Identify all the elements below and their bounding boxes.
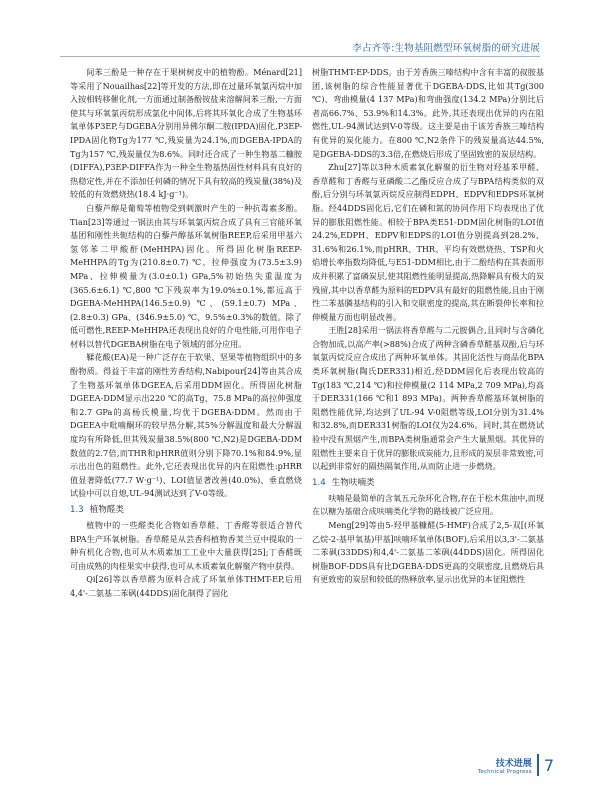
section-title: 生物呋喃类 bbox=[331, 477, 375, 488]
section-number: 1.4 bbox=[312, 477, 326, 488]
section-heading-1-3 bbox=[70, 503, 302, 518]
paragraph: 王胜[28]采用一锅法将香草醛与二元胺偶合,且同时与含磷化合物加成,以高产率(>88%)合成了两种含磷香草醛基双酚,后与环氧氯丙烷反应合成出了两种环氧单体。其固化活性与商品化BPA类环氧树脂(陶氏DER331)相近,经DDM固化后表现出较高的Tg(183 ℃,214 ℃)和拉伸模量(2 114 MPa,2 709 MPa),均高于DER331(166 ℃和1 893 MPa)。两种香草醛基环氧树脂的阻燃性能优异,均达到了UL-94 V-0阻燃等级,LOI分别为31.4%和32.8%,而DER331树脂的LOI仅为24.6%。同时,其在燃烧试验中没有黑烟产生,而BPA类树脂通常会产生大量黑烟。其优异的阻燃性主要来自于优异的膨胀成炭能力,且形成的炭层非常致密,可以起到非常好的隔热隔氧作用,从而防止进一步燃烧。 bbox=[312, 325, 544, 472]
right-column bbox=[312, 66, 544, 587]
paragraph: Qi[26]等以香草醛为原料合成了环氧单体THMT-EP,后用4,4'-二氨基二苯砜(44DDS)固化制得了固化 bbox=[70, 574, 302, 598]
page-number: 7 bbox=[543, 755, 554, 775]
running-header-title: 李占齐等:生物基阻燃型环氧树脂的研究进展 bbox=[352, 43, 540, 54]
paragraph: 植物中的一些醛类化合物如香草醛、丁香醛等很适合替代BPA生产环氧树脂。香草醛是从芸香科植物香荚兰豆中提取的一种有机化合物,也可从木质素加工工业中大量获得[25];丁香醛既可由成熟的肉桂果实中获得,也可从木质素氧化解聚产物中获得。 bbox=[70, 520, 302, 571]
paragraph: 鞣花酸(EA)是一种广泛存在于软果、坚果等植物组织中的多酚物质。得益于丰富的刚性芳香结构,Nabipour[24]等由其合成了生物基环氧单体DGEEA,后采用DDM固化。所得固化树脂DGEEA-DDM显示出220 ℃的高Tg、75.8 MPa的高拉伸强度和2.7 GPa的高杨氏模量,均优于DGEBA-DDM。然而由于DGEEA中吡喃酮环的较早热分解,其5%分解温度和最大分解温度均有所降低,但其残炭量38.5%(800 ℃,N2)是DGEBA-DDM数值的2.7倍,而THR和pHRR值则分别下降70.1%和84.9%,显示出出色的阻燃性。此外,它还表现出优异的内在阻燃性:pHRR值显著降低(77.7 W·g⁻¹)、LOI值显著改善(40.0%)、垂直燃烧试验中可以自熄,UL-94测试达到了V-0等级。 bbox=[70, 352, 302, 499]
paragraph: 白藜芦醇是葡萄等植物受到刺激时产生的一种抗毒素多酚。Tian[23]等通过一锅法由其与环氧氯丙烷合成了具有三官能环氧基团和刚性共轭结构的白藜芦醇基环氧树脂REEP,后采用甲基六氢邻苯二甲酸酐(MeHHPA)固化。所得固化树脂REEP-MeHHPA的Tg为(210.8±0.7) ℃、拉伸强度为(73.5±3.9) MPa、拉伸模量为(3.0±0.1) GPa,5%初始热失重温度为(365.6±6.1) ℃,800 ℃下残炭率为19.0%±0.1%,都远高于DGEBA-MeHHPA(146.5±0.9) ℃、(59.1±0.7) MPa、(2.8±0.3) GPa、(346.9±5.0) ℃、9.5%±0.3%的数值。除了低可燃性,REEP-MeHHPA还表现出良好的介电性能,可用作电子材料以替代DGEBA树脂在电子领域的部分应用。 bbox=[70, 202, 302, 349]
paragraph: Zhu[27]等以3种木质素氧化解聚的衍生物对羟基苯甲醛、香草醛和丁香醛与亚磷酸二乙酯反应合成了与BPA结构类似的双酚,后分别与环氧氯丙烷反应制得EDPH、EDPV和EDPS环氧树脂。经44DDS固化后,它们在磷和氮的协同作用下均表现出了优异的膨胀阻燃性能。相较于BPA类E51-DDM固化树脂的LOI值24.2%,EDPH、EDPV和EDPS的LOI值分别提高到28.2%、31.6%和26.1%,而pHRR、THR、平均有效燃烧热、TSP和火焰增长率指数均降低,与E51-DDM相比,由于二酚结构在其表面形成并积累了富磷炭层,使其阻燃性能明显提高,热降解具有极大的炭残留,其中以香草醛为原料的EDPV具有最好的阻燃性能,且由于刚性二苯基膦基结构的引入和交联密度的提高,其在断裂伸长率和拉伸模量方面也明显改善。 bbox=[312, 162, 544, 322]
paragraph: Meng[29]等由5-羟甲基糠醛(5-HMF)合成了2,5-双[(环氧乙烷-2-基甲氧基)甲基]呋喃环氧单体(BOF),后采用以3,3'-二氨基二苯砜(33DDS)和4,4'-二氨基二苯砜(44DDS)固化。所得固化树脂BOF-DDS具有比DGEBA-DDS更高的交联密度,且燃烧后具有更致密的炭层和较低的热释放率,显示出优异的本征阻燃性 bbox=[312, 520, 544, 585]
left-column bbox=[70, 66, 302, 601]
header-rule bbox=[60, 56, 540, 57]
journal-name-en: Technical Progress bbox=[477, 768, 532, 775]
section-heading-1-4 bbox=[312, 476, 544, 491]
journal-name-cn: 技术进展 bbox=[495, 758, 532, 769]
paragraph: 间苯三酚是一种存在于果树树皮中的植物酚。Ménard[21]等采用了Nouailhas[22]等开发的方法,即在过量环氧氯丙烷中加入铵相转移催化剂,一方面通过制备酚铵盐来溶解间苯三酚,一方面使其与环氧氯丙烷形成氯化中间体,后将其环氧化合成了生物基环氧单体P3EP,与DGEBA分别用异佛尔酮二胺(IPDA)固化,P3EP-IPDA固化物Tg为177 ℃,残炭量为24.1%,而DGEBA-IPDA的Tg为157 ℃,残炭量仅为8.6%。同时还合成了一种生物基二糠胺(DIFFA),P3EP-DIFFA作为一种全生物基热固性材料具有良好的热稳定性,并在不添加任何磷的情况下具有较高的残炭量(38%)及较低的有效燃烧热(18.4 kJ·g⁻¹)。 bbox=[70, 67, 302, 200]
journal-name bbox=[478, 756, 532, 775]
footer-divider bbox=[537, 754, 539, 776]
section-number: 1.3 bbox=[70, 505, 84, 515]
page-footer bbox=[478, 754, 554, 776]
paragraph: 树脂THMT-EP-DDS。由于芳香族三嗪结构中含有丰富的叔胺基团,该树脂的综合性能显著优于DGEBA-DDS,比如其Tg(300 ℃)、弯曲模量(4 137 MPa)和弯曲强度(134.2 MPa)分别比后者高66.7%、53.9%和14.3%。此外,其还表现出优异的内在阻燃性,UL-94测试达到V-0等级。这主要是由于该芳香族三嗪结构有优异的炭化能力。在800 ℃,N2条件下的残炭量高达44.5%,是DGEBA-DDS的3.3倍,在燃烧后形成了坚固致密的炭层结构。 bbox=[312, 67, 544, 159]
paragraph: 呋喃是最简单的含氧五元杂环化合物,存在于松木焦油中,而现在以糖为基础合成呋喃类化学物的路线被广泛应用。 bbox=[312, 492, 544, 517]
section-title: 植物醛类 bbox=[89, 505, 125, 515]
